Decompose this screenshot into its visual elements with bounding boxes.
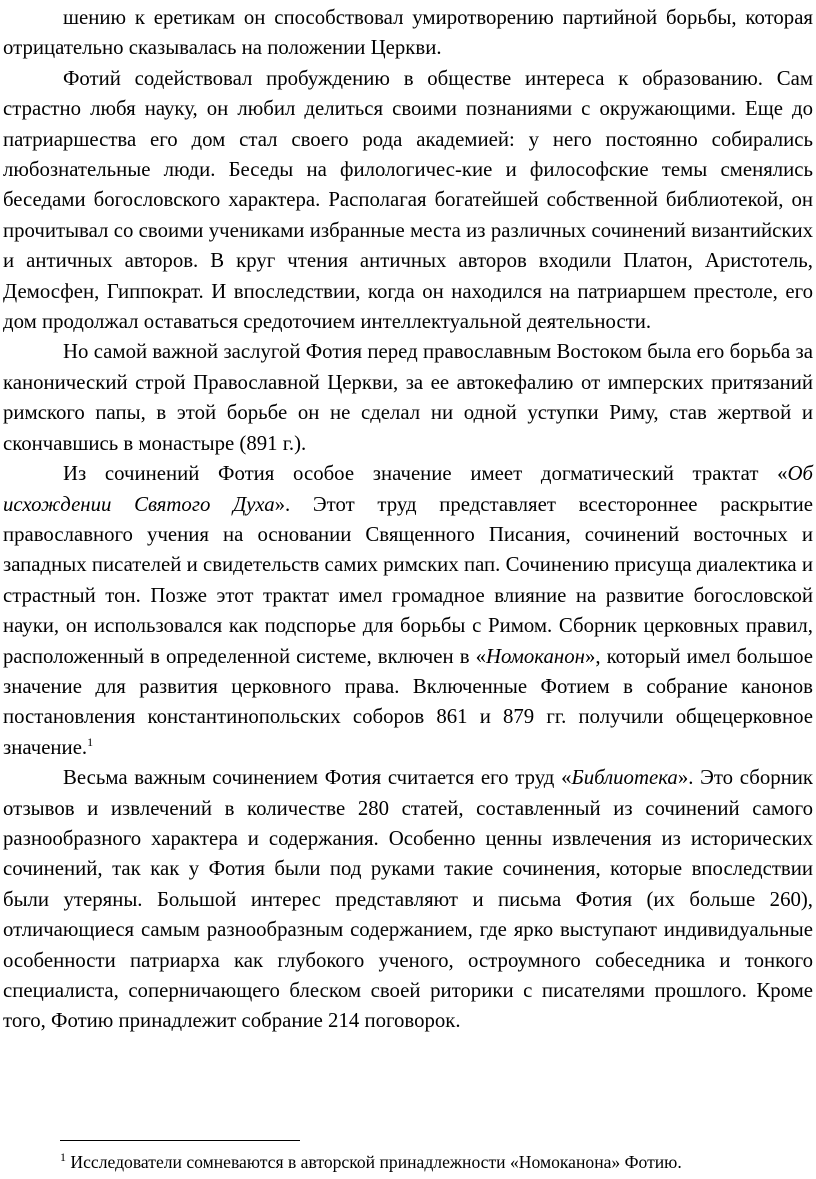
footnote-separator bbox=[60, 1140, 300, 1141]
footnote-text: Исследователи сомневаются в авторской принадлежности «Номоканона» Фотию. bbox=[66, 1152, 682, 1172]
body-text bbox=[3, 3, 813, 1037]
paragraph-education bbox=[3, 64, 813, 338]
paragraph-text: шению к еретикам он способствовал умиротворению партийной борьбы, которая отрицательно сказывалась на положении Церкви. bbox=[3, 6, 813, 60]
paragraph-text: ». Это сборник отзывов и извлечений в количестве 280 статей, составленный из сочинений самого разнообразного характера и содержания. Особенно ценны извлечения из исторических сочинений, так как у Фотия были под руками такие сочинения, которые впоследствии были утеряны. Большой интерес представляют и письма Фотия (их больше 260), отличающиеся самым разнообразным содержанием, где ярко выступают индивидуальные особенности патриарха как глубокого ученого, остроумного собеседника и тонкого специалиста, соперничающего блеском своей риторики с писателями прошлого. Кроме того, Фотию принадлежит собрание 214 поговорок. bbox=[3, 766, 814, 1033]
paragraph-text: », который имел большое значение для развития церковного права. Включенные Фотием в собрание канонов постановления константинопольских соборов 861 и 879 гг. получили общецерковное значение. bbox=[3, 644, 814, 759]
italic-title-treatise: Об исхождении Святого Духа bbox=[3, 462, 813, 516]
paragraph-text: Из сочинений Фотия особое значение имеет догматический трактат « bbox=[63, 462, 788, 486]
footnote-marker: 1 bbox=[60, 1150, 66, 1165]
paragraph-bibliotheca bbox=[3, 763, 813, 1037]
paragraph-text: ». Этот труд представляет всестороннее раскрытие православного учения на основании Священного Писания, сочинений восточных и западных писателей и свидетельств самих римских пап. Сочинению присуща диалектика и страстный тон. Позже этот трактат имел громадное влияние на развитие богословской науки, он использовался как подспорье для борьбы с Римом. Сборник церковных правил, расположенный в определенной системе, включен в « bbox=[3, 492, 814, 668]
footnote bbox=[60, 1150, 810, 1174]
paragraph-treatise bbox=[3, 459, 813, 763]
paragraph-text: Весьма важным сочинением Фотия считается его труд « bbox=[63, 766, 572, 790]
italic-title-bibliotheca: Библиотека bbox=[571, 766, 678, 790]
paragraph-text: Но самой важной заслугой Фотия перед православным Востоком была его борьба за канонический строй Православной Церкви, за ее автокефалию от имперских притязаний римского папы, в этой борьбе он не сделал ни одной уступки Риму, став жертвой и скончавшись в монастыре (891 г.). bbox=[3, 340, 813, 455]
footnote-reference: 1 bbox=[87, 734, 94, 749]
paragraph-continuation bbox=[3, 3, 813, 64]
paragraph-text: Фотий содействовал пробуждению в обществе интереса к образованию. Сам страстно любя науку, он любил делиться своими познаниями с окружающими. Еще до патриаршества его дом стал своего рода академией: у него постоянно собирались любознательные люди. Беседы на филологичес-кие и философские темы сменялись беседами богословского характера. Располагая богатейшей собственной библиотекой, он прочитывал со своими учениками избранные места из различных сочинений византийских и античных авторов. В круг чтения античных авторов входили Платон, Аристотель, Демосфен, Гиппократ. И впоследствии, когда он находился на патриаршем престоле, его дом продолжал оставаться средоточием интеллектуальной деятельности. bbox=[3, 66, 813, 334]
paragraph-canonical-struggle bbox=[3, 337, 813, 459]
italic-title-nomocanon: Номоканон bbox=[486, 644, 585, 668]
